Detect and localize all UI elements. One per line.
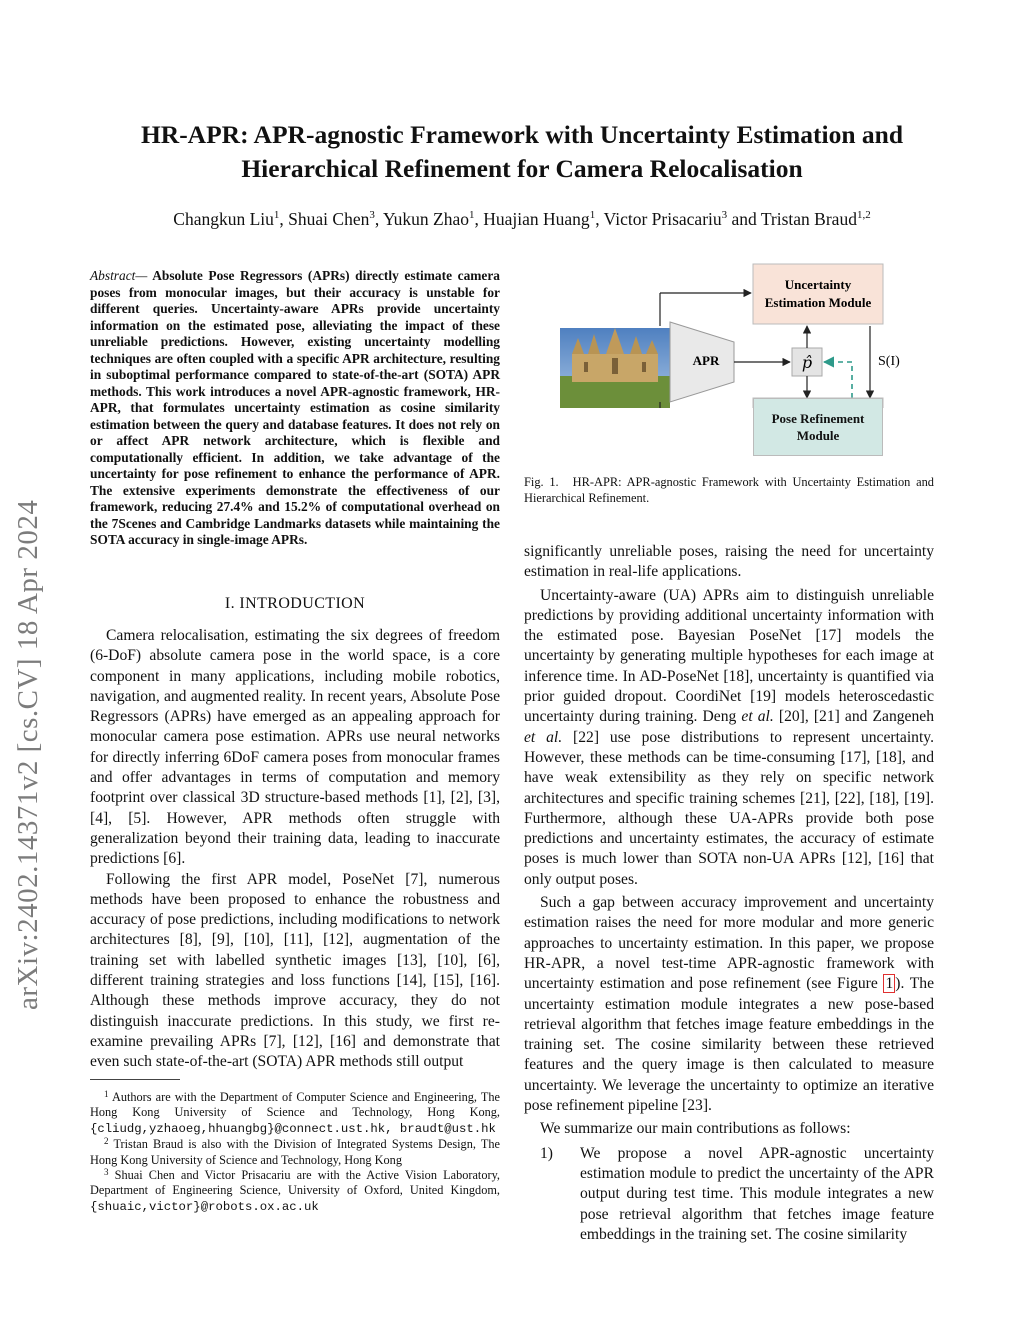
pose-refinement-line-2: Module <box>796 428 840 443</box>
title-line-2: Hierarchical Refinement for Camera Relocalisation <box>241 154 803 183</box>
caption-text: HR-APR: APR-agnostic Framework with Uncertainty Estimation and Hierarchical Refinement. <box>524 475 934 505</box>
author-name: Shuai Chen <box>288 209 370 229</box>
footnote-2: $^2$ Tristan Braud is also with the Division of Integrated Systems Design, The Hong Kong University of Science and Technology, Hong Kong <box>90 1136 500 1167</box>
footnote-rule <box>90 1079 180 1080</box>
footnote-1: $^1$ Authors are with the Department of Computer Science and Engineering, The Hong Kong University of Science and Technology, Hong Kong, {cliudg,yzhaoeg,hhuangbg}@connect.ust.hk, braudt@ust.hk <box>90 1089 500 1136</box>
author-affil: 3 <box>369 209 375 221</box>
author-name: Tristan Braud <box>760 209 857 229</box>
paragraph: Camera relocalisation, estimating the six degrees of freedom (6-DoF) absolute camera pose in the world space, is a core component in many applications, including mobile robotics, navigation, and augmented reality. In recent years, Absolute Pose Regressors (APRs) have emerged as an appealing approach for monocular camera pose estimation. APRs use neural networks for directly inferring 6DoF camera poses from monocular frames and offer advantages in terms of computation and memory footprint over classical 3D structure-based methods [1], [2], [3], [4], [5]. However, APR methods often struggle with generalization beyond their training data, leading to inaccurate predictions [6]. <box>90 627 500 868</box>
list-item <box>524 1144 934 1245</box>
author-name: Victor Prisacariu <box>603 209 722 229</box>
paragraph: significantly unreliable poses, raising the need for uncertainty estimation in real-life applications. <box>524 543 934 581</box>
author-affil: 1 <box>273 209 280 221</box>
paragraph: We summarize our main contributions as follows: <box>540 1120 851 1138</box>
footnotes <box>90 1090 500 1215</box>
author-name: Yukun Zhao <box>382 209 469 229</box>
list-item-text: We propose a novel APR-agnostic uncertainty estimation module to predict the uncertainty of the APR output during test time. This module integrates a new pose retrieval algorithm that fetches image feature embeddings in the training set. The cosine similarity <box>580 1144 934 1243</box>
email-list: {cliudg,yzhaoeg,hhuangbg}@connect.ust.hk, braudt@ust.hk <box>90 1121 496 1136</box>
author-affil: 1 <box>469 209 475 221</box>
title-line-1: HR-APR: APR-agnostic Framework with Uncertainty Estimation and <box>140 120 904 149</box>
figure-label: Fig. 1. <box>524 475 559 489</box>
author-affil: 1,2 <box>856 209 871 221</box>
paragraph: Following the first APR model, PoseNet [7], numerous methods have been proposed to enhance the robustness and accuracy of pose predictions, including modifications to network architectures [8], [9], [10], [11], [12], augmentation of the training set with labelled synthetic images [13], [10], [6], different training strategies and loss functions [14], [15], [16]. Although these methods improve accuracy, they do not distinguish inaccurate predictions. In this study, we first re-examine prevailing APRs [7], [12], [16] and demonstrate that even such state-of-the-art (SOTA) APR methods still output <box>90 870 500 1071</box>
intro-body <box>90 626 500 1073</box>
list-number: 1) <box>540 1144 553 1162</box>
pose-refinement-line-1: Pose Refinement <box>771 411 865 426</box>
uncertainty-module-box <box>753 264 883 324</box>
figure-reference-link[interactable]: 1 <box>885 975 894 993</box>
uncertainty-module-line-2: Estimation Module <box>764 295 872 310</box>
figure-caption <box>524 474 934 506</box>
author-name: Changkun Liu <box>173 209 274 229</box>
abstract-lead: Abstract <box>90 268 136 283</box>
author-list: Changkun Liu$^1$, Shuai Chen$^3$, Yukun Zhao$^1$, Huajian Huang$^1$, Victor Prisacariu$^3$ and Tristan Braud$^{1,2}$ <box>173 209 871 229</box>
uncertainty-module-line-1: Uncertainty <box>784 277 852 292</box>
abstract-text: Absolute Pose Regressors (APRs) directly estimate camera poses from monocular images, but their accuracy is unstable for different queries. Uncertainty-aware APRs provide uncertainty information on the estimated pose, alleviating the impact of these unreliable predictions. However, existing uncertainty modelling techniques are often coupled with a specific APR architecture, resulting in suboptimal performance compared to state-of-the-art (SOTA) APR methods. This work introduces a novel APR-agnostic framework, HR-APR, that formulates uncertainty estimation as cosine similarity estimation between the query and database features. It does not rely on or affect APR network architecture, which is flexible and computationally efficient. In addition, we take advantage of the uncertainty for pose refinement to enhance the performance of APR. The extensive experiments demonstrate the effectiveness of our framework, reducing 27.4% and 15.2% of computational overhead on the 7Scenes and Cambridge Landmarks datasets while maintaining the SOTA accuracy in single-image APRs. <box>90 268 501 547</box>
email-list: {shuaic,victor}@robots.ox.ac.uk <box>90 1199 319 1214</box>
right-column-body <box>524 542 934 1245</box>
footnote-3: $^3$ Shuai Chen and Victor Prisacariu are with the Active Vision Laboratory, Department of Engineering Science, University of Oxford, United Kingdom, {shuaic,victor}@robots.ox.ac.uk <box>90 1167 500 1214</box>
input-image <box>560 328 670 408</box>
pose-estimate-label: p̂ <box>801 353 813 372</box>
apr-label: APR <box>692 353 720 368</box>
section-heading: I. INTRODUCTION <box>224 595 366 612</box>
similarity-score-label: S(I) <box>878 354 900 369</box>
author-affil: 1 <box>589 209 596 221</box>
paragraph: Uncertainty-aware (UA) APRs aim to distinguish unreliable predictions by providing additional uncertainty information with the estimated pose. Bayesian PoseNet [17] models the uncertainty by generating multiple hypotheses for each image at inference time. In AD-PoseNet [18], uncertainty is quantified via prior guided dropout. CoordiNet [19] models heteroscedastic uncertainty during training. Deng et al. [20], [21] and Zangeneh et al. [22] use pose distributions to represent uncertainty. However, these methods can be time-consuming [17], [18], and have weak extensibility as they rely on specific network architectures and specific training schemes [21], [22], [18], [19]. Furthermore, although these UA-APRs provide both pose predictions and uncertainty estimates, the accuracy of estimate poses is much lower than SOTA non-UA APRs [12], [16] that only output poses. <box>524 586 934 888</box>
paragraph: Such a gap between accuracy improvement and uncertainty estimation raises the need for more modular and more generic approaches to uncertainty estimation. In this paper, we propose HR-APR, a novel test-time APR-agnostic framework with uncertainty estimation and pose refinement (see Figure 1 ). The uncertainty estimation module integrates a new pose-based retrieval algorithm that fetches image feature embeddings in the training set. The cosine similarity between these retrieved features and the query image is then calculated to measure uncertainty. We leverage the uncertainty to optimize an iterative pose refinement pipeline [23]. <box>524 894 935 1115</box>
abstract: Abstract— Absolute Pose Regressors (APRs) directly estimate camera poses from monocular images, but their accuracy is unstable for different queries. Uncertainty-aware APRs provide uncertainty information on the estimated pose, alleviating the impact of these unreliable predictions. However, existing uncertainty modelling techniques are often coupled with a specific APR architecture, resulting in suboptimal performance compared to state-of-the-art (SOTA) APR methods. This work introduces a novel APR-agnostic framework, HR-APR, that formulates uncertainty estimation as cosine similarity estimation between the query and database features. It does not rely on or affect APR network architecture, which is flexible and computationally efficient. In addition, we take advantage of the uncertainty for pose refinement to enhance the performance of APR. The extensive experiments demonstrate the effectiveness of our framework, reducing 27.4% and 15.2% of computational overhead on the 7Scenes and Cambridge Landmarks datasets while maintaining the SOTA accuracy in single-image APRs. <box>90 268 501 547</box>
author-name: Huajian Huang <box>483 209 590 229</box>
pose-refinement-module <box>753 398 883 456</box>
figure-1-diagram <box>524 258 934 408</box>
arxiv-stamp: arXiv:2402.14371v2 [cs.CV] 18 Apr 2024 <box>12 499 44 1010</box>
paper-title <box>60 118 984 186</box>
author-affil: 3 <box>721 209 728 221</box>
